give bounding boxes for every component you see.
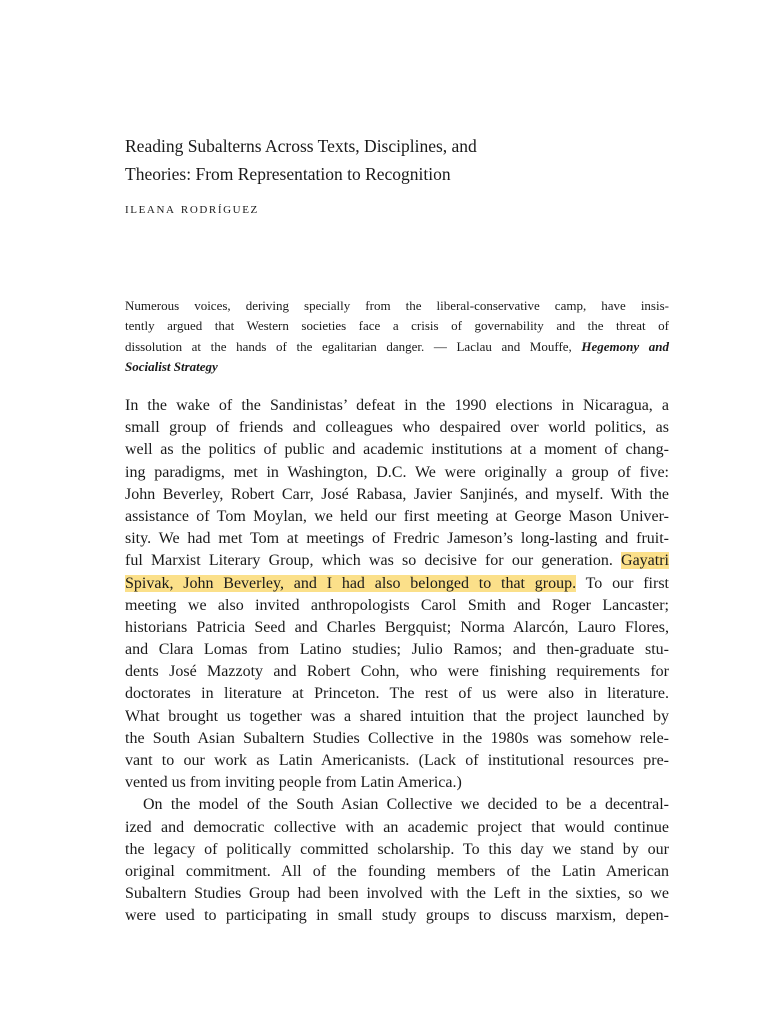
epigraph-line: tently argued that Western societies face a crisis of governability and the threat of [125,318,669,334]
epigraph-source-title: Hegemony and [581,338,669,354]
epigraph-line: Numerous voices, deriving specially from the liberal-conservative camp, have insis- [125,298,669,313]
epigraph [125,296,669,378]
body-line: well as the politics of public and academic institutions at a moment of chang- [125,441,669,459]
body-line: original commitment. All of the founding members of the Latin American [125,862,669,880]
title-line: Reading Subalterns Across Texts, Disciplines, and [125,136,477,156]
body-line [125,573,669,595]
body-line: On the model of the South Asian Collective we decided to be a decentral- [143,796,669,814]
epigraph-source-title: Socialist Strategy [125,359,218,375]
body-text [125,395,669,928]
body-line: Subaltern Studies Group had been involved with the Left in the sixties, so we [125,885,669,903]
body-line: and Clara Lomas from Latino studies; Julio Ramos; and then-graduate stu- [125,641,669,659]
body-line: vented us from inviting people from Latin America.) [125,774,462,792]
body-line: vant to our work as Latin Americanists. (Lack of institutional resources pre- [125,752,669,769]
body-line: small group of friends and colleagues who despaired over world politics, as [125,419,669,437]
body-line: In the wake of the Sandinistas’ defeat in the 1990 elections in Nicaragua, a [125,397,669,414]
epigraph-text: dissolution at the hands of the egalitarian danger. — Laclau and Mouffe, [125,338,582,354]
body-line: historians Patricia Seed and Charles Bergquist; Norma Alarcón, Lauro Flores, [125,618,669,636]
author-name: ileana rodríguez [125,201,259,217]
highlighted-text[interactable]: Spivak, John Beverley, and I had also belonged to that group. [125,574,577,592]
body-line: meeting we also invited anthropologists Carol Smith and Roger Lancaster; [125,596,669,614]
body-line: dents José Mazzoty and Robert Cohn, who were finishing requirements for [125,663,669,681]
body-line [125,550,669,572]
title-line: Theories: From Representation to Recognition [125,164,451,184]
body-line: assistance of Tom Moylan, we held our first meeting at George Mason Univer- [125,507,669,525]
epigraph-line [125,357,669,377]
body-line: were used to participating in small study groups to discuss marxism, depen- [125,907,669,925]
epigraph-line [125,337,669,357]
body-line: sity. We had met Tom at meetings of Fredric Jameson’s long-lasting and fruit- [125,530,669,548]
document-page [125,0,669,1024]
body-text-segment: ful Marxist Literary Group, which was so decisive for our generation. [125,552,622,570]
body-line: What brought us together was a shared intuition that the project launched by [125,707,669,725]
body-line: ized and democratic collective with an academic project that would continue [125,818,669,836]
body-line: ing paradigms, met in Washington, D.C. We were originally a group of five: [125,463,669,481]
body-text-segment: To our first [576,574,669,592]
body-line: the South Asian Subaltern Studies Collective in the 1980s was somehow rele- [125,729,669,747]
article-title [125,132,669,188]
highlighted-text[interactable]: Gayatri [621,552,669,570]
body-line: John Beverley, Robert Carr, José Rabasa, Javier Sanjinés, and myself. With the [125,485,669,503]
body-line: the legacy of politically committed scholarship. To this day we stand by our [125,840,669,858]
body-line: doctorates in literature at Princeton. The rest of us were also in literature. [125,685,669,703]
